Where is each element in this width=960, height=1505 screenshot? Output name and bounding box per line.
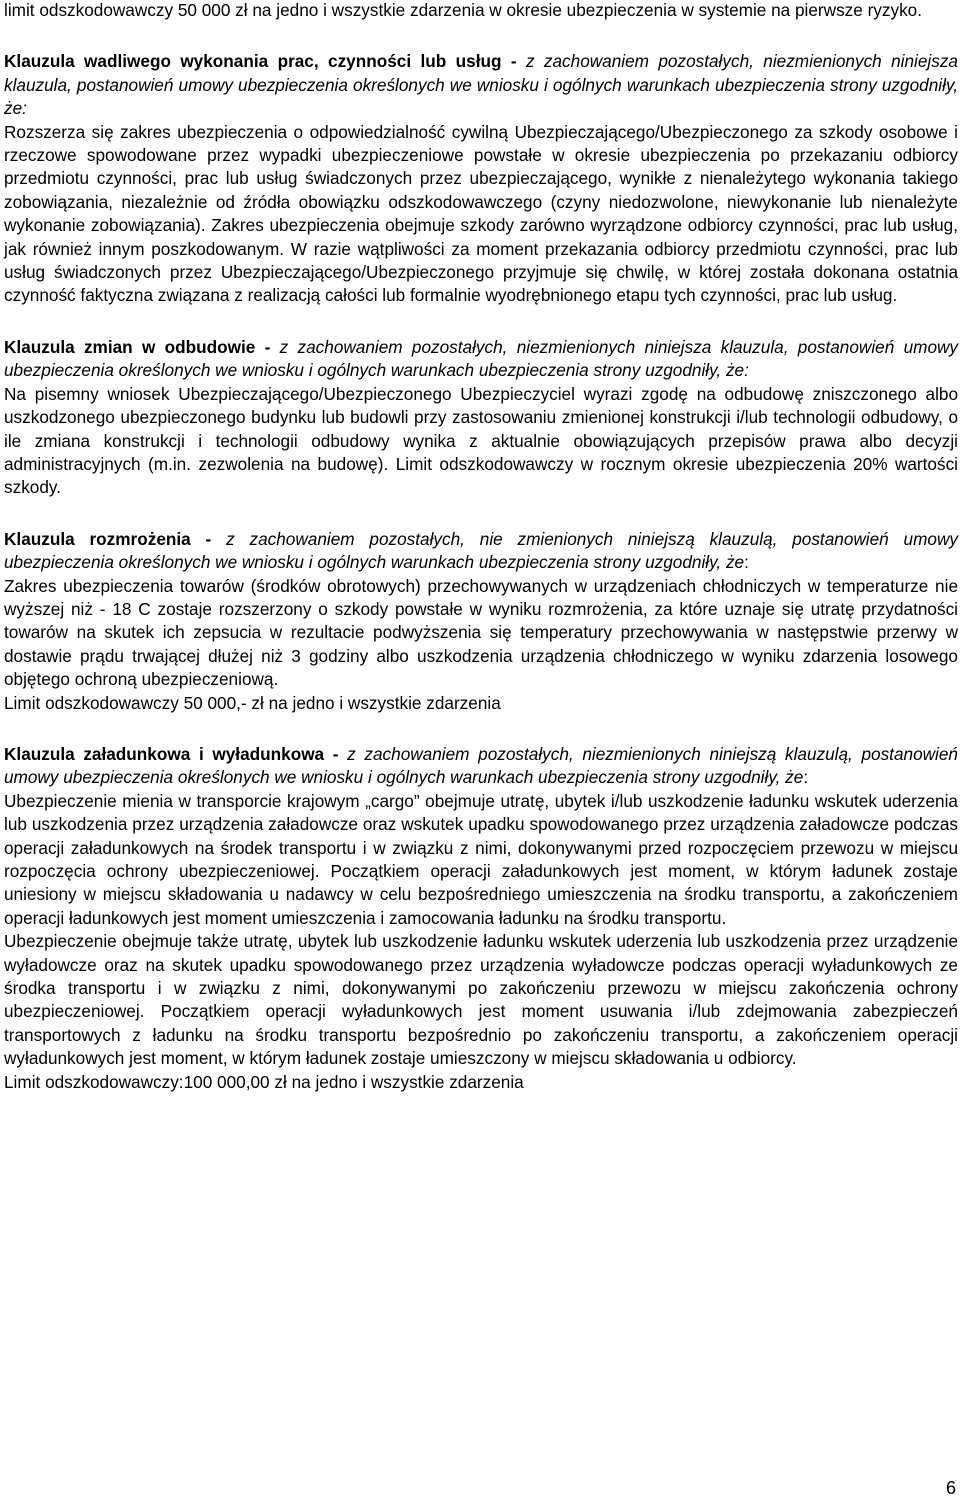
section-zaladunkowa-wyladunkowa [4, 743, 958, 1094]
section-title: Klauzula wadliwego wykonania prac, czynności lub usług - [4, 51, 526, 72]
section-intro: z zachowaniem pozostałych, niezmienionych niniejsza klauzula, postanowień umowy ubezpieczenia określonych we wniosku i ogólnych warunkach ubezpieczenia strony uzgodniły, że: [4, 336, 959, 381]
section-heading [4, 743, 958, 790]
section-body-paragraph: Ubezpieczenie obejmuje także utratę, ubytek lub uszkodzenie ładunku wskutek uderzenia lub uszkodzenia przez urządzenie wyładowcze oraz na skutek upadku spowodowanego przez urządzenia wyładowcze podczas operacji wyładunkowych ze środka transportu i w związku z nimi, dokonywanymi po zakończeniu przewozu w miejscu zakończenia ochrony ubezpieczeniowej. Początkiem operacji wyładunkowych jest moment usuwania i/lub zdejmowania zabezpieczeń transportowych z ładunku na środku transportu bezpośrednio po zakończeniu transportu, a zakończeniem operacji wyładunkowych jest moment, w którym ładunek zostaje umieszczony w miejscu składowania u odbiorcy. [4, 931, 958, 1069]
page-number: 6 [945, 1478, 956, 1498]
section-intro-tail: : [744, 552, 749, 573]
section-spacer [4, 308, 958, 336]
section-heading [4, 50, 958, 120]
document-page [4, 0, 958, 1094]
section-zmian-w-odbudowie [4, 336, 958, 500]
section-rozmrozenia [4, 528, 958, 715]
section-spacer [4, 715, 958, 743]
section-intro: z zachowaniem pozostałych, nie zmienionych niniejszą klauzulą, postanowień umowy ubezpieczenia określonych we wniosku i ogólnych warunkach ubezpieczenia strony uzgodniły, że [4, 528, 958, 573]
section-title: Klauzula załadunkowa i wyładunkowa - [4, 743, 348, 764]
intro-paragraph: limit odszkodowawczy 50 000 zł na jedno i wszystkie zdarzenia w okresie ubezpieczenia w systemie na pierwsze ryzyko. [4, 0, 923, 20]
section-title: Klauzula zmian w odbudowie - [4, 336, 280, 357]
section-intro: z zachowaniem pozostałych, niezmienionych niniejszą klauzulą, postanowień umowy ubezpieczenia określonych we wniosku i ogólnych warunkach ubezpieczenia strony uzgodniły, że [4, 743, 958, 788]
section-body-paragraph: Rozszerza się zakres ubezpieczenia o odpowiedzialność cywilną Ubezpieczającego/Ubezpieczonego za szkody osobowe i rzeczowe spowodowane przez wypadki ubezpieczeniowe powstałe w okresie ubezpieczenia po przekazaniu odbiorcy przedmiotu czynności, prac lub usług świadczonych przez ubezpieczającego, wynikłe z nienależytego wykonania takiego zobowiązania, niezależnie od źródła obowiązku odszkodowawczego (czyny niedozwolone, niewykonanie lub nienależyte wykonanie zobowiązania). Zakres ubezpieczenia obejmuje szkody zarówno wyrządzone odbiorcy czynności, prac lub usług, jak również innym poszkodowanym. W razie wątpliwości za moment przekazania odbiorcy przedmiotu czynności, prac lub usług świadczonych przez Ubezpieczającego/Ubezpieczonego przyjmuje się chwilę, w której została dokonana ostatnia czynność faktyczna związana z realizacją całości lub formalnie wyodrębnionego etapu tych czynności, prac lub usług. [4, 121, 958, 306]
section-intro-tail: : [803, 767, 809, 788]
section-body-paragraph: Na pisemny wniosek Ubezpieczającego/Ubezpieczonego Ubezpieczyciel wyrazi zgodę na odbudowę zniszczonego albo uszkodzonego ubezpieczonego budynku lub budowli przy zastosowaniu zmienionej konstrukcji i/lub technologii odbudowy, o ile zmiana konstrukcji i technologii odbudowy wynika z aktualnie obowiązujących przepisów prawa albo decyzji administracyjnych (m.in. zezwolenia na budowę). Limit odszkodowawczy w rocznym okresie ubezpieczenia 20% wartości szkody. [4, 383, 958, 498]
section-heading [4, 336, 958, 383]
section-title: Klauzula rozmrożenia - [4, 528, 227, 549]
section-wadliwego-wykonania [4, 50, 958, 307]
section-heading [4, 528, 958, 575]
section-spacer [4, 500, 958, 528]
section-body-paragraph: Ubezpieczenie mienia w transporcie krajowym „cargo” obejmuje utratę, ubytek i/lub uszkodzenie ładunku wskutek uderzenia lub uszkodzenia przez urządzenia załadowcze oraz wskutek upadku spowodowanego przez urządzenia załadowcze podczas operacji załadunkowych na środek transportu i w związku z nimi, dokonywanymi przed rozpoczęciem przewozu w miejscu rozpoczęcia ochrony ubezpieczeniowej. Początkiem operacji załadunkowych jest moment, w którym ładunek zostaje uniesiony w miejscu składowania u nadawcy w celu bezpośredniego umieszczenia na środku transportu, a zakończeniem operacji ładunkowych jest moment umieszczenia i zamocowania ładunku na środku transportu. [4, 790, 958, 928]
section-intro: z zachowaniem pozostałych, niezmienionych niniejsza klauzula, postanowień umowy ubezpieczenia określonych we wniosku i ogólnych warunkach ubezpieczenia strony uzgodniły, że: [4, 51, 958, 119]
section-spacer [4, 22, 958, 50]
section-limit-line: Limit odszkodowawczy:100 000,00 zł na jedno i wszystkie zdarzenia [4, 1071, 524, 1092]
section-body-paragraph: Zakres ubezpieczenia towarów (środków obrotowych) przechowywanych w urządzeniach chłodniczych w temperaturze nie wyższej niż - 18 C zostaje rozszerzony o szkody powstałe w wyniku rozmrożenia, za które uznaje się utratę przydatności towarów na skutek ich zepsucia w rezultacie podwyższenia się temperatury przechowywania w następstwie przerwy w dostawie prądu trwającej dłużej niż 3 godziny albo uszkodzenia urządzenia chłodniczego w wyniku zdarzenia losowego objętego ochroną ubezpieczeniową. [4, 575, 958, 690]
section-limit-line: Limit odszkodowawczy 50 000,- zł na jedno i wszystkie zdarzenia [4, 692, 501, 713]
